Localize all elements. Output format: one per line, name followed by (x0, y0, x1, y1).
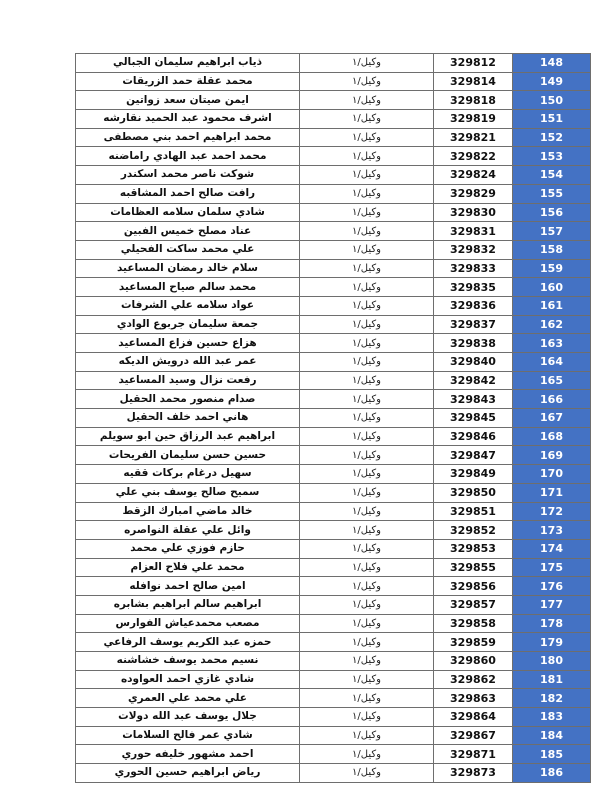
code-cell: 329853 (434, 539, 513, 558)
role-cell: وكيل/١ (300, 128, 434, 147)
table-row (76, 240, 591, 259)
role-cell: وكيل/١ (300, 745, 434, 764)
role-cell: وكيل/١ (300, 166, 434, 185)
name-cell: عمر عبد الله درويش الديكه (76, 353, 300, 372)
roster-sheet (75, 53, 588, 783)
role-cell: وكيل/١ (300, 222, 434, 241)
code-cell: 329836 (434, 296, 513, 315)
code-cell: 329838 (434, 334, 513, 353)
role-cell: وكيل/١ (300, 259, 434, 278)
code-cell: 329831 (434, 222, 513, 241)
table-row (76, 577, 591, 596)
table-row (76, 222, 591, 241)
code-cell: 329859 (434, 633, 513, 652)
name-cell: علي محمد علي العمري (76, 689, 300, 708)
name-cell: محمد علي فلاح العزام (76, 558, 300, 577)
code-cell: 329860 (434, 652, 513, 671)
table-row (76, 334, 591, 353)
seq-number-cell: 186 (513, 764, 591, 783)
name-cell: احمد مشهور خليفه حوري (76, 745, 300, 764)
roster-table (75, 53, 591, 783)
table-row (76, 203, 591, 222)
name-cell: حسين حسن سليمان الفريحات (76, 446, 300, 465)
role-cell: وكيل/١ (300, 54, 434, 73)
name-cell: محمد عقلة حمد الزريقات (76, 72, 300, 91)
role-cell: وكيل/١ (300, 465, 434, 484)
code-cell: 329824 (434, 166, 513, 185)
seq-number-cell: 181 (513, 670, 591, 689)
role-cell: وكيل/١ (300, 147, 434, 166)
name-cell: سميح صالح يوسف بني علي (76, 483, 300, 502)
seq-number-cell: 152 (513, 128, 591, 147)
table-row (76, 371, 591, 390)
code-cell: 329864 (434, 708, 513, 727)
role-cell: وكيل/١ (300, 278, 434, 297)
name-cell: شوكت ناصر محمد اسكندر (76, 166, 300, 185)
name-cell: امين صالح احمد نوافله (76, 577, 300, 596)
seq-number-cell: 148 (513, 54, 591, 73)
name-cell: حازم فوزي علي محمد (76, 539, 300, 558)
table-row (76, 521, 591, 540)
seq-number-cell: 149 (513, 72, 591, 91)
name-cell: سلام خالد رمضان المساعيد (76, 259, 300, 278)
seq-number-cell: 158 (513, 240, 591, 259)
table-row (76, 390, 591, 409)
seq-number-cell: 177 (513, 595, 591, 614)
code-cell: 329851 (434, 502, 513, 521)
name-cell: رافت صالح احمد المشاقبه (76, 184, 300, 203)
name-cell: خالد ماضي امبارك الزقط (76, 502, 300, 521)
seq-number-cell: 161 (513, 296, 591, 315)
role-cell: وكيل/١ (300, 203, 434, 222)
table-row (76, 483, 591, 502)
seq-number-cell: 157 (513, 222, 591, 241)
table-row (76, 72, 591, 91)
role-cell: وكيل/١ (300, 110, 434, 129)
code-cell: 329873 (434, 764, 513, 783)
name-cell: ابراهيم سالم ابراهيم بشابره (76, 595, 300, 614)
code-cell: 329871 (434, 745, 513, 764)
code-cell: 329842 (434, 371, 513, 390)
seq-number-cell: 163 (513, 334, 591, 353)
seq-number-cell: 162 (513, 315, 591, 334)
code-cell: 329835 (434, 278, 513, 297)
table-row (76, 726, 591, 745)
seq-number-cell: 151 (513, 110, 591, 129)
name-cell: عناد مصلح خميس الفبين (76, 222, 300, 241)
seq-number-cell: 178 (513, 614, 591, 633)
seq-number-cell: 169 (513, 446, 591, 465)
seq-number-cell: 155 (513, 184, 591, 203)
seq-number-cell: 183 (513, 708, 591, 727)
code-cell: 329857 (434, 595, 513, 614)
table-row (76, 91, 591, 110)
seq-number-cell: 168 (513, 427, 591, 446)
table-row (76, 259, 591, 278)
role-cell: وكيل/١ (300, 72, 434, 91)
name-cell: نسيم محمد يوسف خشاشنه (76, 652, 300, 671)
roster-body (76, 54, 591, 783)
name-cell: صدام منصور محمد الحقيل (76, 390, 300, 409)
table-row (76, 296, 591, 315)
code-cell: 329846 (434, 427, 513, 446)
role-cell: وكيل/١ (300, 577, 434, 596)
table-row (76, 184, 591, 203)
code-cell: 329840 (434, 353, 513, 372)
code-cell: 329856 (434, 577, 513, 596)
code-cell: 329822 (434, 147, 513, 166)
role-cell: وكيل/١ (300, 670, 434, 689)
seq-number-cell: 167 (513, 409, 591, 428)
table-row (76, 764, 591, 783)
seq-number-cell: 154 (513, 166, 591, 185)
table-row (76, 708, 591, 727)
name-cell: ايمن صيتان سعد زواتين (76, 91, 300, 110)
code-cell: 329812 (434, 54, 513, 73)
code-cell: 329833 (434, 259, 513, 278)
role-cell: وكيل/١ (300, 558, 434, 577)
role-cell: وكيل/١ (300, 409, 434, 428)
table-row (76, 128, 591, 147)
role-cell: وكيل/١ (300, 240, 434, 259)
code-cell: 329862 (434, 670, 513, 689)
name-cell: رفعت نزال وسيد المساعيد (76, 371, 300, 390)
code-cell: 329821 (434, 128, 513, 147)
name-cell: شادي سلمان سلامه العظامات (76, 203, 300, 222)
seq-number-cell: 180 (513, 652, 591, 671)
code-cell: 329855 (434, 558, 513, 577)
role-cell: وكيل/١ (300, 296, 434, 315)
table-row (76, 745, 591, 764)
seq-number-cell: 174 (513, 539, 591, 558)
role-cell: وكيل/١ (300, 689, 434, 708)
table-row (76, 558, 591, 577)
code-cell: 329852 (434, 521, 513, 540)
name-cell: محمد سالم صياح المساعيد (76, 278, 300, 297)
table-row (76, 315, 591, 334)
table-row (76, 166, 591, 185)
name-cell: هاني احمد خلف الحقيل (76, 409, 300, 428)
name-cell: جمعة سليمان جربوع الوادي (76, 315, 300, 334)
role-cell: وكيل/١ (300, 483, 434, 502)
table-row (76, 54, 591, 73)
table-row (76, 278, 591, 297)
code-cell: 329819 (434, 110, 513, 129)
table-row (76, 689, 591, 708)
role-cell: وكيل/١ (300, 91, 434, 110)
role-cell: وكيل/١ (300, 446, 434, 465)
code-cell: 329830 (434, 203, 513, 222)
table-row (76, 595, 591, 614)
code-cell: 329849 (434, 465, 513, 484)
code-cell: 329832 (434, 240, 513, 259)
role-cell: وكيل/١ (300, 502, 434, 521)
seq-number-cell: 166 (513, 390, 591, 409)
role-cell: وكيل/١ (300, 371, 434, 390)
seq-number-cell: 173 (513, 521, 591, 540)
seq-number-cell: 164 (513, 353, 591, 372)
seq-number-cell: 156 (513, 203, 591, 222)
role-cell: وكيل/١ (300, 334, 434, 353)
code-cell: 329858 (434, 614, 513, 633)
table-row (76, 633, 591, 652)
name-cell: سهيل درغام بركات ققيه (76, 465, 300, 484)
seq-number-cell: 150 (513, 91, 591, 110)
name-cell: هزاع حسين فزاع المساعيد (76, 334, 300, 353)
seq-number-cell: 184 (513, 726, 591, 745)
code-cell: 329850 (434, 483, 513, 502)
code-cell: 329867 (434, 726, 513, 745)
seq-number-cell: 172 (513, 502, 591, 521)
seq-number-cell: 185 (513, 745, 591, 764)
name-cell: شادي عمر فالح السلامات (76, 726, 300, 745)
role-cell: وكيل/١ (300, 652, 434, 671)
table-row (76, 670, 591, 689)
role-cell: وكيل/١ (300, 521, 434, 540)
name-cell: وائل علي عقلة النواصره (76, 521, 300, 540)
table-row (76, 353, 591, 372)
name-cell: شادي غازي احمد العواوده (76, 670, 300, 689)
seq-number-cell: 160 (513, 278, 591, 297)
role-cell: وكيل/١ (300, 726, 434, 745)
role-cell: وكيل/١ (300, 427, 434, 446)
role-cell: وكيل/١ (300, 353, 434, 372)
role-cell: وكيل/١ (300, 539, 434, 558)
name-cell: جلال يوسف عبد الله دولات (76, 708, 300, 727)
seq-number-cell: 171 (513, 483, 591, 502)
role-cell: وكيل/١ (300, 764, 434, 783)
role-cell: وكيل/١ (300, 614, 434, 633)
name-cell: حمزه عبد الكريم يوسف الرفاعي (76, 633, 300, 652)
role-cell: وكيل/١ (300, 315, 434, 334)
code-cell: 329843 (434, 390, 513, 409)
name-cell: ذياب ابراهيم سليمان الجبالي (76, 54, 300, 73)
seq-number-cell: 159 (513, 259, 591, 278)
table-row (76, 614, 591, 633)
code-cell: 329818 (434, 91, 513, 110)
seq-number-cell: 165 (513, 371, 591, 390)
table-row (76, 502, 591, 521)
seq-number-cell: 170 (513, 465, 591, 484)
role-cell: وكيل/١ (300, 633, 434, 652)
name-cell: رياض ابراهيم حسين الحوري (76, 764, 300, 783)
role-cell: وكيل/١ (300, 708, 434, 727)
table-row (76, 147, 591, 166)
role-cell: وكيل/١ (300, 184, 434, 203)
code-cell: 329863 (434, 689, 513, 708)
seq-number-cell: 153 (513, 147, 591, 166)
seq-number-cell: 176 (513, 577, 591, 596)
role-cell: وكيل/١ (300, 390, 434, 409)
table-row (76, 539, 591, 558)
table-row (76, 652, 591, 671)
name-cell: علي محمد ساكت الفحيلي (76, 240, 300, 259)
code-cell: 329847 (434, 446, 513, 465)
table-row (76, 465, 591, 484)
name-cell: محمد ابراهيم احمد بني مصطفى (76, 128, 300, 147)
name-cell: اشرف محمود عبد الحميد نقارشه (76, 110, 300, 129)
table-row (76, 446, 591, 465)
code-cell: 329814 (434, 72, 513, 91)
seq-number-cell: 182 (513, 689, 591, 708)
table-row (76, 427, 591, 446)
table-row (76, 409, 591, 428)
code-cell: 329829 (434, 184, 513, 203)
name-cell: مصعب محمدعياش الفوارس (76, 614, 300, 633)
seq-number-cell: 175 (513, 558, 591, 577)
seq-number-cell: 179 (513, 633, 591, 652)
code-cell: 329837 (434, 315, 513, 334)
name-cell: عواد سلامه علي الشرفات (76, 296, 300, 315)
role-cell: وكيل/١ (300, 595, 434, 614)
name-cell: ابراهيم عبد الرزاق حين ابو سويلم (76, 427, 300, 446)
name-cell: محمد احمد عبد الهادي راماضنه (76, 147, 300, 166)
code-cell: 329845 (434, 409, 513, 428)
table-row (76, 110, 591, 129)
